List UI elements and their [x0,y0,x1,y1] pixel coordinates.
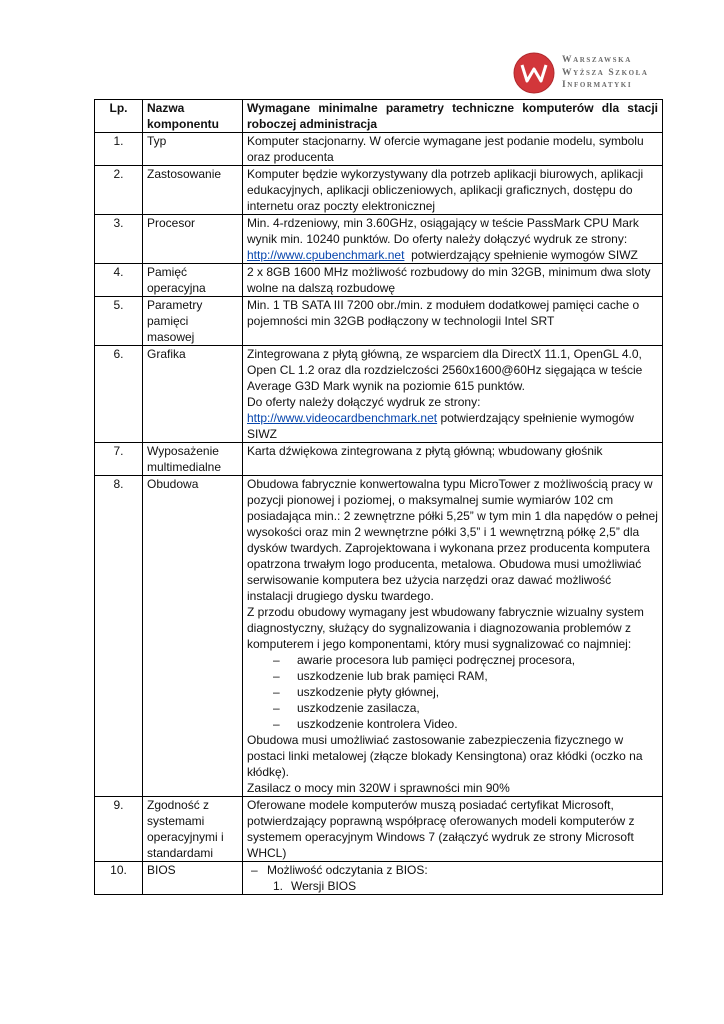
row-number: 9. [95,797,143,862]
logo-line-3: Informatyki [562,80,633,91]
row-number: 6. [95,346,143,443]
row-requirements: Komputer będzie wykorzystywany dla potrzeb aplikacji biurowych, aplikacji edukacyjnych, aplikacji obliczeniowych, aplikacji graficznych, dostępu do internetu oraz poczty elektronicznej [243,166,663,215]
requirements-paragraph: Obudowa fabrycznie konwertowalna typu MicroTower z możliwością pracy w pozycji pionowej i poziomej, o maksymalnej sumie wymiarów 102 cm posiadająca min.: 2 zewnętrzne półki 5,25” w tym min 1 dla napędów o pełnej wysokości oraz min 2 wewnętrzne półki 3,5” i 1 wewnętrzną półkę 2,5” dla dysków twardych. Zaprojektowana i wykonana przez producenta komputera opatrzona trwałym logo producenta, metalowa. Obudowa musi umożliwiać serwisowanie komputera bez użycia narzędzi oraz dawać możliwość instalacji drugiego dysku twardego. [247,477,658,603]
list-item: – awarie procesora lub pamięci podręcznej procesora, [273,652,658,668]
bios-line [247,862,658,878]
table-row [95,797,663,862]
header-lp: Lp. [95,100,143,133]
row-requirements: Min. 1 TB SATA III 7200 obr./min. z modułem dodatkowej pamięci cache o pojemności min 32GB podłączony w technologii Intel SRT [243,297,663,346]
requirements-paragraph: Zasilacz o mocy min 320W i sprawności min 90% [247,781,510,795]
row-component: Zgodność z systemami operacyjnymi i standardami [143,797,243,862]
row-requirements [243,476,663,797]
list-item: – uszkodzenie zasilacza, [273,700,658,716]
requirements-text: Zintegrowana z płytą główną, ze wsparciem dla DirectX 11.1, OpenGL 4.0, Open CL 1.2 oraz dla rozdzielczości 2560x1600@60Hz sięgająca w teście Average G3D Mark wynik na poziomie 615 punktów. [247,347,643,393]
table-row [95,215,663,264]
row-component: Pamięć operacyjna [143,264,243,297]
requirements-text: potwierdzający spełnienie wymogów SIWZ [247,411,634,441]
row-number: 7. [95,443,143,476]
requirements-text: Wersji BIOS [291,879,357,893]
row-requirements: Karta dźwiękowa zintegrowana z płytą główną; wbudowany głośnik [243,443,663,476]
requirements-paragraph: Z przodu obudowy wymagany jest wbudowany fabrycznie wizualny system diagnostyczny, służący do sygnalizowania i diagnozowania problemów z komputerem i jego komponentami, który musi sygnalizować co najmniej: [247,605,644,651]
table-row [95,166,663,215]
table-row [95,443,663,476]
row-number: 5. [95,297,143,346]
header-component: Nazwa komponentu [143,100,243,133]
wwsi-emblem-icon [512,51,556,95]
requirements-paragraph: Obudowa musi umożliwiać zastosowanie zabezpieczenia fizycznego w postaci linki metalowej (złącze blokady Kensingtona) oraz kłódki (oczko na kłódkę). [247,733,643,779]
requirements-text: potwierdzający spełnienie wymogów SIWZ [404,248,638,262]
table-header-row [95,100,663,133]
row-number: 10. [95,862,143,895]
dash-bullet: – [251,863,258,877]
header-requirements: Wymagane minimalne parametry techniczne komputerów dla stacji roboczej administracja [243,100,663,133]
row-requirements: Oferowane modele komputerów muszą posiadać certyfikat Microsoft, potwierdzający poprawną współpracę oferowanych modeli komputerów z systemem operacyjnym Windows 7 (załączyć wydruk ze strony Microsoft WHCL) [243,797,663,862]
bios-subitem [247,878,658,894]
row-number: 4. [95,264,143,297]
videocardbenchmark-link[interactable]: http://www.videocardbenchmark.net [247,411,438,425]
requirements-text: Min. 4-rdzeniowy, min 3.60GHz, osiągający w teście PassMark CPU Mark wynik min. 10240 punktów. Do oferty należy dołączyć wydruk ze strony: [247,216,639,246]
table-row [95,133,663,166]
row-component: Parametry pamięci masowej [143,297,243,346]
spec-table [94,99,663,895]
row-number: 3. [95,215,143,264]
row-component: Typ [143,133,243,166]
row-component: Grafika [143,346,243,443]
logo-line-2: Wyższa Szkoła [562,67,649,78]
row-number: 2. [95,166,143,215]
row-requirements [243,862,663,895]
requirements-text: Do oferty należy dołączyć wydruk ze strony: [247,395,481,409]
table-row [95,476,663,797]
list-item: – uszkodzenie kontrolera Video. [273,716,658,732]
logo-wordmark [562,54,649,92]
row-requirements [243,346,663,443]
row-component: Zastosowanie [143,166,243,215]
requirements-text: Możliwość odczytania z BIOS: [267,863,428,877]
table-row [95,264,663,297]
cpubenchmark-link[interactable]: http://www.cpubenchmark.net [247,248,405,262]
diagnostic-list [247,652,658,732]
logo-line-1: Warszawska [562,55,632,66]
subitem-number: 1. [273,879,284,893]
table-row [95,346,663,443]
list-item: – uszkodzenie lub brak pamięci RAM, [273,668,658,684]
table-row [95,297,663,346]
row-component: BIOS [143,862,243,895]
row-component: Procesor [143,215,243,264]
row-requirements: Komputer stacjonarny. W ofercie wymagane jest podanie modelu, symbolu oraz producenta [243,133,663,166]
row-component: Obudowa [143,476,243,797]
table-row [95,862,663,895]
row-component: Wyposażenie multimedialne [143,443,243,476]
row-requirements: 2 x 8GB 1600 MHz możliwość rozbudowy do min 32GB, minimum dwa sloty wolne na dalszą rozbudowę [243,264,663,297]
list-item: – uszkodzenie płyty głównej, [273,684,658,700]
row-number: 8. [95,476,143,797]
wwsi-logo [512,44,662,102]
row-requirements [243,215,663,264]
row-number: 1. [95,133,143,166]
